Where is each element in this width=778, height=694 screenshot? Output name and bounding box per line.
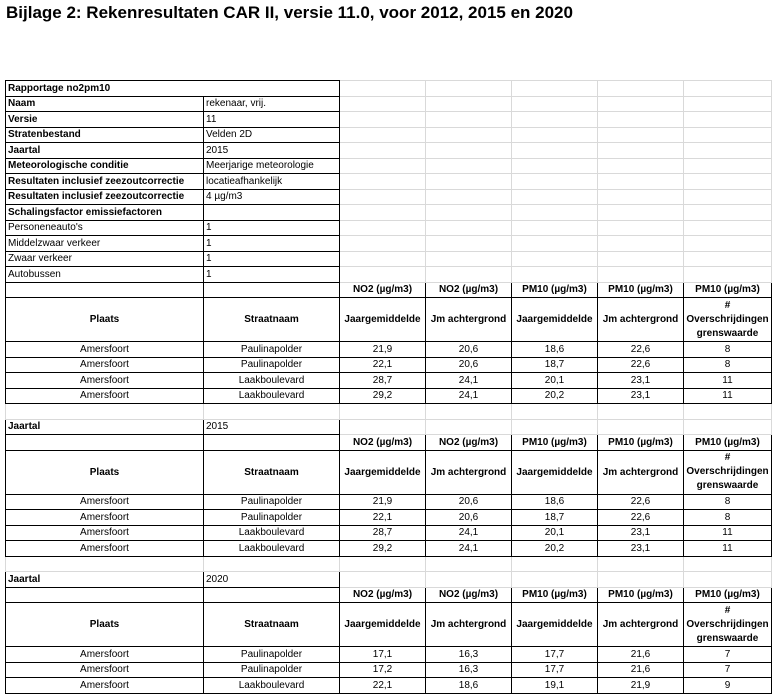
- empty-cell: [426, 220, 512, 236]
- empty-cell: [512, 143, 598, 159]
- empty-cell: [426, 189, 512, 205]
- column-subheader-row: [6, 603, 772, 647]
- meta-row: [6, 220, 772, 236]
- meta-label: Personeneauto's: [6, 220, 204, 236]
- meta-value: rekenaar, vrij.: [204, 96, 340, 112]
- empty-cell: [598, 220, 684, 236]
- column-subheader: Jm achtergrond: [426, 603, 512, 647]
- overschrijdingen-cell: 11: [684, 541, 772, 557]
- no2-jaargemiddelde-cell: 29,2: [340, 541, 426, 557]
- empty-cell: [684, 220, 772, 236]
- results-table: [5, 80, 772, 694]
- exceedance-header-line: grenswaarde: [696, 480, 759, 491]
- table-row: [6, 357, 772, 373]
- empty-cell: [426, 251, 512, 267]
- exceedance-header-line: Overschrijdingen: [686, 618, 769, 630]
- table-row: [6, 541, 772, 557]
- meta-value: 1: [204, 267, 340, 283]
- empty-cell: [684, 143, 772, 159]
- straatnaam-cell: Laakboulevard: [204, 388, 340, 404]
- empty-cell: [684, 158, 772, 174]
- no2-achtergrond-cell: 24,1: [426, 388, 512, 404]
- empty-cell: [684, 127, 772, 143]
- meta-row: [6, 189, 772, 205]
- empty-cell: [512, 556, 598, 572]
- column-subheader: Jaargemiddelde: [340, 450, 426, 494]
- empty-cell: [426, 112, 512, 128]
- meta-value: 1: [204, 220, 340, 236]
- column-unit-header: PM10 (µg/m3): [512, 587, 598, 603]
- meta-label: Resultaten inclusief zeezoutcorrectie: [6, 174, 204, 190]
- empty-cell: [598, 236, 684, 252]
- no2-achtergrond-cell: 24,1: [426, 541, 512, 557]
- column-subheader: Jaargemiddelde: [340, 298, 426, 342]
- column-unit-header: PM10 (µg/m3): [598, 282, 684, 298]
- exceedance-header-line: grenswaarde: [696, 327, 759, 339]
- empty-cell: [598, 419, 684, 435]
- empty-cell: [340, 404, 426, 420]
- empty-cell: [684, 236, 772, 252]
- pm10-achtergrond-cell: 21,6: [598, 647, 684, 663]
- year-value: 2015: [204, 419, 340, 435]
- empty-cell: [340, 189, 426, 205]
- pm10-achtergrond-cell: 22,6: [598, 510, 684, 526]
- meta-row: [6, 205, 772, 221]
- year-label: Jaartal: [6, 419, 204, 435]
- empty-cell: [598, 205, 684, 221]
- no2-jaargemiddelde-cell: 28,7: [340, 373, 426, 389]
- empty-cell: [684, 556, 772, 572]
- no2-jaargemiddelde-cell: 29,2: [340, 388, 426, 404]
- empty-cell: [512, 127, 598, 143]
- empty-cell: [512, 158, 598, 174]
- exceedance-header-line: #: [724, 452, 731, 463]
- column-unit-header: PM10 (µg/m3): [598, 435, 684, 451]
- year-row: [6, 572, 772, 588]
- meta-value: Velden 2D: [204, 127, 340, 143]
- plaats-cell: Amersfoort: [6, 510, 204, 526]
- empty-cell: [512, 96, 598, 112]
- empty-cell: [512, 404, 598, 420]
- no2-jaargemiddelde-cell: 21,9: [340, 494, 426, 510]
- empty-cell: [598, 174, 684, 190]
- exceedance-header: [684, 450, 772, 494]
- empty-cell: [204, 404, 340, 420]
- straatnaam-cell: Laakboulevard: [204, 541, 340, 557]
- column-subheader: Jaargemiddelde: [512, 603, 598, 647]
- column-unit-header: PM10 (µg/m3): [512, 435, 598, 451]
- empty-cell: [512, 81, 598, 97]
- pm10-jaargemiddelde-cell: 20,1: [512, 373, 598, 389]
- meta-label: Middelzwaar verkeer: [6, 236, 204, 252]
- meta-row: [6, 251, 772, 267]
- meta-row: [6, 158, 772, 174]
- pm10-achtergrond-cell: 23,1: [598, 388, 684, 404]
- empty-cell: [512, 220, 598, 236]
- pm10-jaargemiddelde-cell: 17,7: [512, 662, 598, 678]
- meta-row: [6, 112, 772, 128]
- empty-cell: [512, 174, 598, 190]
- meta-value: 2015: [204, 143, 340, 159]
- plaats-cell: Amersfoort: [6, 342, 204, 358]
- empty-cell: [684, 205, 772, 221]
- pm10-jaargemiddelde-cell: 19,1: [512, 678, 598, 694]
- plaats-cell: Amersfoort: [6, 494, 204, 510]
- empty-cell: [684, 404, 772, 420]
- no2-achtergrond-cell: 18,6: [426, 678, 512, 694]
- exceedance-header-line: Overschrijdingen: [686, 313, 769, 325]
- overschrijdingen-cell: 11: [684, 525, 772, 541]
- meta-label: Zwaar verkeer: [6, 251, 204, 267]
- empty-cell: [204, 556, 340, 572]
- plaats-cell: Amersfoort: [6, 357, 204, 373]
- empty-cell: [340, 96, 426, 112]
- column-unit-header: PM10 (µg/m3): [598, 587, 684, 603]
- column-header-row: [6, 435, 772, 451]
- overschrijdingen-cell: 8: [684, 357, 772, 373]
- empty-cell: [426, 556, 512, 572]
- column-unit-header: PM10 (µg/m3): [684, 282, 772, 298]
- plaats-header: Plaats: [6, 298, 204, 342]
- empty-cell: [426, 158, 512, 174]
- empty-cell: [598, 404, 684, 420]
- year-row: [6, 419, 772, 435]
- straatnaam-header: Straatnaam: [204, 450, 340, 494]
- overschrijdingen-cell: 11: [684, 373, 772, 389]
- straatnaam-cell: Laakboulevard: [204, 373, 340, 389]
- pm10-achtergrond-cell: 23,1: [598, 525, 684, 541]
- meta-row: [6, 127, 772, 143]
- empty-cell: [684, 189, 772, 205]
- empty-cell: [598, 251, 684, 267]
- pm10-achtergrond-cell: 22,6: [598, 357, 684, 373]
- empty-cell: [426, 127, 512, 143]
- year-label: Jaartal: [6, 572, 204, 588]
- empty-cell: [426, 236, 512, 252]
- pm10-achtergrond-cell: 21,6: [598, 662, 684, 678]
- column-unit-header: PM10 (µg/m3): [684, 435, 772, 451]
- page-title: Bijlage 2: Rekenresultaten CAR II, versie 11.0, voor 2012, 2015 en 2020: [6, 3, 573, 22]
- column-subheader: Jaargemiddelde: [512, 298, 598, 342]
- meta-value: 4 µg/m3: [204, 189, 340, 205]
- column-subheader: Jm achtergrond: [598, 298, 684, 342]
- straatnaam-cell: Paulinapolder: [204, 647, 340, 663]
- empty-cell: [684, 112, 772, 128]
- table-row: [6, 678, 772, 694]
- straatnaam-cell: Laakboulevard: [204, 525, 340, 541]
- empty-cell: [684, 419, 772, 435]
- straatnaam-cell: Paulinapolder: [204, 494, 340, 510]
- column-subheader: Jm achtergrond: [426, 298, 512, 342]
- pm10-achtergrond-cell: 22,6: [598, 342, 684, 358]
- no2-jaargemiddelde-cell: 22,1: [340, 510, 426, 526]
- empty-cell: [340, 236, 426, 252]
- no2-jaargemiddelde-cell: 22,1: [340, 357, 426, 373]
- column-subheader-row: [6, 298, 772, 342]
- exceedance-header-line: grenswaarde: [696, 632, 759, 644]
- meta-row: [6, 267, 772, 283]
- overschrijdingen-cell: 8: [684, 342, 772, 358]
- column-header-row: [6, 587, 772, 603]
- column-header-row: [6, 282, 772, 298]
- report-heading-row: [6, 81, 772, 97]
- no2-jaargemiddelde-cell: 28,7: [340, 525, 426, 541]
- no2-jaargemiddelde-cell: 21,9: [340, 342, 426, 358]
- empty-cell: [6, 404, 204, 420]
- empty-cell: [512, 236, 598, 252]
- meta-row: [6, 96, 772, 112]
- plaats-cell: Amersfoort: [6, 541, 204, 557]
- straatnaam-header: Straatnaam: [204, 298, 340, 342]
- no2-achtergrond-cell: 16,3: [426, 662, 512, 678]
- no2-jaargemiddelde-cell: 17,1: [340, 647, 426, 663]
- empty-cell: [684, 251, 772, 267]
- empty-cell: [340, 174, 426, 190]
- pm10-achtergrond-cell: 22,6: [598, 494, 684, 510]
- empty-cell: [512, 419, 598, 435]
- no2-achtergrond-cell: 20,6: [426, 342, 512, 358]
- straatnaam-cell: Paulinapolder: [204, 357, 340, 373]
- empty-cell: [340, 267, 426, 283]
- pm10-achtergrond-cell: 21,9: [598, 678, 684, 694]
- meta-value: 11: [204, 112, 340, 128]
- empty-cell: [598, 189, 684, 205]
- meta-row: [6, 174, 772, 190]
- empty-cell: [598, 81, 684, 97]
- empty-cell: [684, 174, 772, 190]
- empty-cell: [598, 572, 684, 588]
- empty-cell: [426, 404, 512, 420]
- empty-cell: [598, 127, 684, 143]
- meta-label: Versie: [6, 112, 204, 128]
- table-row: [6, 373, 772, 389]
- no2-achtergrond-cell: 24,1: [426, 373, 512, 389]
- empty-cell: [598, 143, 684, 159]
- spacer-row: [6, 404, 772, 420]
- straatnaam-header: Straatnaam: [204, 603, 340, 647]
- empty-cell: [512, 189, 598, 205]
- table-row: [6, 525, 772, 541]
- straatnaam-cell: Paulinapolder: [204, 342, 340, 358]
- empty-cell: [598, 556, 684, 572]
- empty-cell: [598, 112, 684, 128]
- overschrijdingen-cell: 7: [684, 662, 772, 678]
- empty-cell: [598, 158, 684, 174]
- column-subheader: Jm achtergrond: [598, 603, 684, 647]
- pm10-jaargemiddelde-cell: 20,2: [512, 541, 598, 557]
- column-unit-header: NO2 (µg/m3): [426, 435, 512, 451]
- no2-achtergrond-cell: 20,6: [426, 510, 512, 526]
- meta-value: 1: [204, 236, 340, 252]
- pm10-jaargemiddelde-cell: 17,7: [512, 647, 598, 663]
- plaats-cell: Amersfoort: [6, 525, 204, 541]
- empty-cell: [426, 205, 512, 221]
- pm10-jaargemiddelde-cell: 20,1: [512, 525, 598, 541]
- no2-jaargemiddelde-cell: 22,1: [340, 678, 426, 694]
- empty-cell: [340, 572, 426, 588]
- empty-cell: [598, 267, 684, 283]
- empty-cell: [340, 556, 426, 572]
- empty-cell: [340, 205, 426, 221]
- exceedance-header: [684, 603, 772, 647]
- overschrijdingen-cell: 11: [684, 388, 772, 404]
- no2-achtergrond-cell: 20,6: [426, 357, 512, 373]
- meta-value: Meerjarige meteorologie: [204, 158, 340, 174]
- empty-cell: [340, 81, 426, 97]
- empty-cell: [6, 556, 204, 572]
- table-row: [6, 494, 772, 510]
- pm10-achtergrond-cell: 23,1: [598, 373, 684, 389]
- table-row: [6, 647, 772, 663]
- plaats-header: Plaats: [6, 603, 204, 647]
- empty-cell: [340, 158, 426, 174]
- empty-cell: [426, 419, 512, 435]
- empty-cell: [6, 282, 204, 298]
- meta-row: [6, 143, 772, 159]
- empty-cell: [512, 267, 598, 283]
- column-unit-header: NO2 (µg/m3): [426, 282, 512, 298]
- meta-label: Meteorologische conditie: [6, 158, 204, 174]
- pm10-jaargemiddelde-cell: 18,7: [512, 357, 598, 373]
- empty-cell: [340, 112, 426, 128]
- overschrijdingen-cell: 7: [684, 647, 772, 663]
- no2-achtergrond-cell: 24,1: [426, 525, 512, 541]
- meta-value: 1: [204, 251, 340, 267]
- overschrijdingen-cell: 8: [684, 510, 772, 526]
- empty-cell: [6, 435, 204, 451]
- overschrijdingen-cell: 8: [684, 494, 772, 510]
- spacer-row: [6, 556, 772, 572]
- year-value: 2020: [204, 572, 340, 588]
- empty-cell: [684, 81, 772, 97]
- exceedance-header-line: #: [724, 604, 731, 616]
- column-unit-header: NO2 (µg/m3): [340, 435, 426, 451]
- empty-cell: [204, 282, 340, 298]
- pm10-achtergrond-cell: 23,1: [598, 541, 684, 557]
- empty-cell: [684, 96, 772, 112]
- column-unit-header: PM10 (µg/m3): [684, 587, 772, 603]
- empty-cell: [598, 96, 684, 112]
- pm10-jaargemiddelde-cell: 18,6: [512, 494, 598, 510]
- plaats-cell: Amersfoort: [6, 678, 204, 694]
- column-subheader: Jm achtergrond: [426, 450, 512, 494]
- empty-cell: [340, 143, 426, 159]
- pm10-jaargemiddelde-cell: 18,7: [512, 510, 598, 526]
- exceedance-header-line: Overschrijdingen: [686, 466, 769, 477]
- column-unit-header: NO2 (µg/m3): [426, 587, 512, 603]
- no2-achtergrond-cell: 20,6: [426, 494, 512, 510]
- table-row: [6, 510, 772, 526]
- column-unit-header: NO2 (µg/m3): [340, 282, 426, 298]
- plaats-cell: Amersfoort: [6, 662, 204, 678]
- plaats-cell: Amersfoort: [6, 647, 204, 663]
- empty-cell: [426, 81, 512, 97]
- meta-label: Schalingsfactor emissiefactoren: [6, 205, 204, 221]
- empty-cell: [512, 251, 598, 267]
- meta-value: [204, 205, 340, 221]
- column-unit-header: PM10 (µg/m3): [512, 282, 598, 298]
- empty-cell: [684, 572, 772, 588]
- empty-cell: [426, 267, 512, 283]
- empty-cell: [512, 572, 598, 588]
- empty-cell: [512, 112, 598, 128]
- overschrijdingen-cell: 9: [684, 678, 772, 694]
- exceedance-header-line: #: [724, 299, 731, 311]
- column-subheader: Jaargemiddelde: [340, 603, 426, 647]
- no2-achtergrond-cell: 16,3: [426, 647, 512, 663]
- meta-row: [6, 236, 772, 252]
- empty-cell: [204, 587, 340, 603]
- empty-cell: [340, 251, 426, 267]
- meta-label: Naam: [6, 96, 204, 112]
- straatnaam-cell: Paulinapolder: [204, 662, 340, 678]
- table-row: [6, 342, 772, 358]
- pm10-jaargemiddelde-cell: 20,2: [512, 388, 598, 404]
- table-row: [6, 388, 772, 404]
- empty-cell: [340, 419, 426, 435]
- plaats-header: Plaats: [6, 450, 204, 494]
- pm10-jaargemiddelde-cell: 18,6: [512, 342, 598, 358]
- column-subheader: Jm achtergrond: [598, 450, 684, 494]
- straatnaam-cell: Laakboulevard: [204, 678, 340, 694]
- column-subheader: Jaargemiddelde: [512, 450, 598, 494]
- empty-cell: [204, 435, 340, 451]
- meta-value: locatieafhankelijk: [204, 174, 340, 190]
- empty-cell: [340, 127, 426, 143]
- straatnaam-cell: Paulinapolder: [204, 510, 340, 526]
- column-subheader-row: [6, 450, 772, 494]
- no2-jaargemiddelde-cell: 17,2: [340, 662, 426, 678]
- empty-cell: [340, 220, 426, 236]
- empty-cell: [426, 572, 512, 588]
- meta-label: Stratenbestand: [6, 127, 204, 143]
- exceedance-header: [684, 298, 772, 342]
- empty-cell: [684, 267, 772, 283]
- empty-cell: [6, 587, 204, 603]
- meta-label: Jaartal: [6, 143, 204, 159]
- empty-cell: [426, 96, 512, 112]
- spreadsheet: [5, 80, 772, 694]
- plaats-cell: Amersfoort: [6, 373, 204, 389]
- empty-cell: [426, 143, 512, 159]
- meta-label: Resultaten inclusief zeezoutcorrectie: [6, 189, 204, 205]
- column-unit-header: NO2 (µg/m3): [340, 587, 426, 603]
- empty-cell: [426, 174, 512, 190]
- report-heading: Rapportage no2pm10: [6, 81, 340, 97]
- meta-label: Autobussen: [6, 267, 204, 283]
- plaats-cell: Amersfoort: [6, 388, 204, 404]
- empty-cell: [512, 205, 598, 221]
